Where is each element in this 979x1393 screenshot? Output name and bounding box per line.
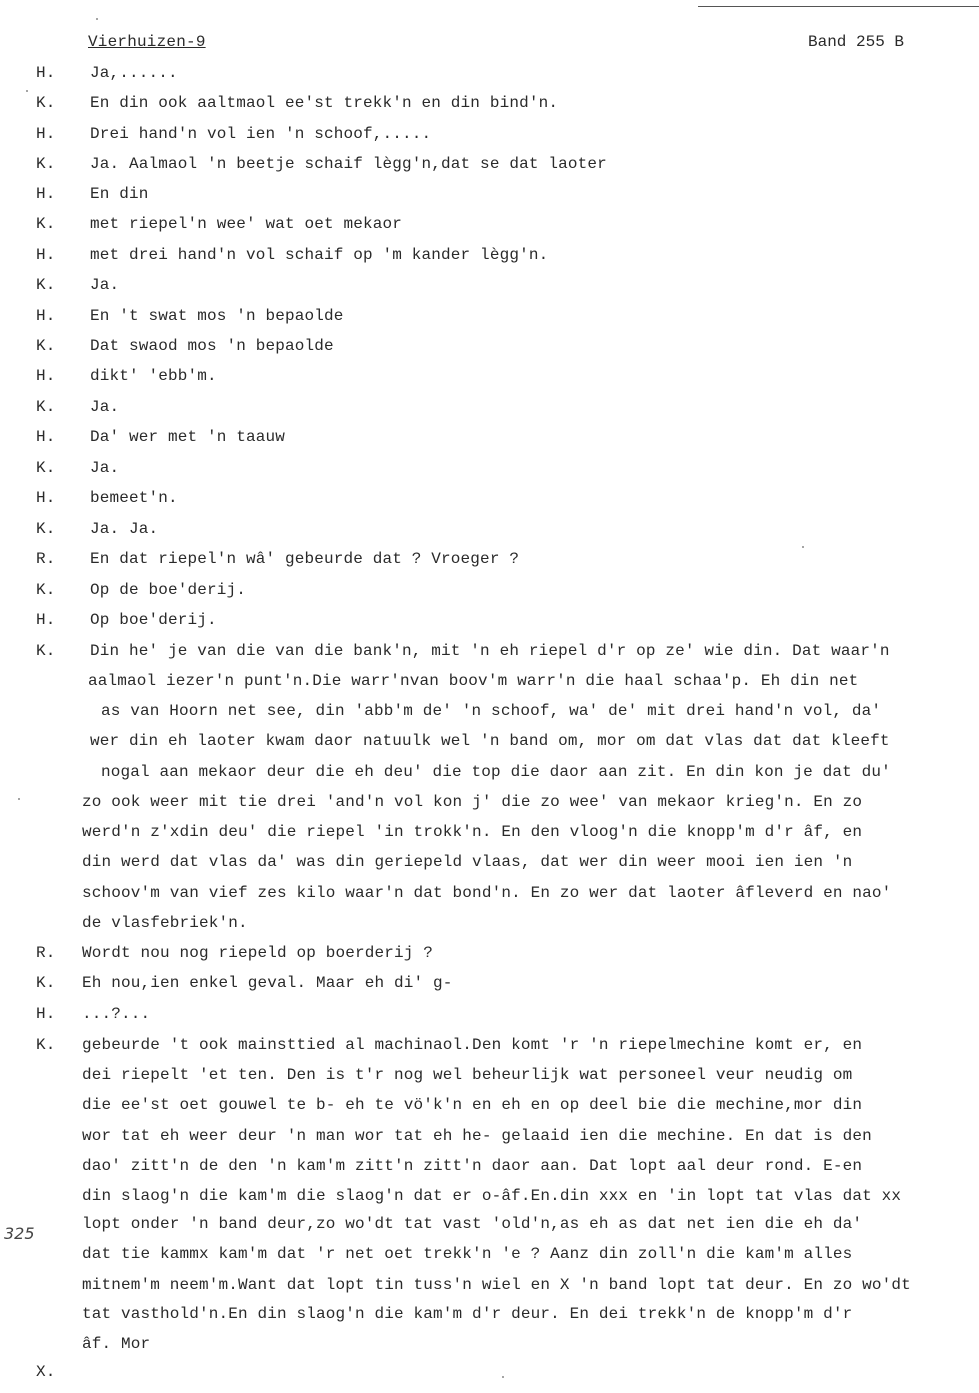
speaker-label: K. bbox=[36, 155, 56, 173]
utterance-line: nogal aan mekaor deur die eh deu' die top die daor aan zit. En din kon je dat du' bbox=[101, 763, 891, 781]
utterance-line: din werd dat vlas da' was din geriepeld vlaas, dat wer din weer mooi ien ien 'n bbox=[82, 853, 853, 871]
utterance-line: En din bbox=[90, 185, 149, 203]
utterance-line: de vlasfebriek'n. bbox=[82, 914, 248, 932]
speaker-label: K. bbox=[36, 974, 56, 992]
utterance-line: din slaog'n die kam'm die slaog'n dat er o-âf.En.din xxx en 'in lopt tat vlas dat xx bbox=[82, 1187, 902, 1205]
utterance-line: bemeet'n. bbox=[90, 489, 178, 507]
utterance-line: Drei hand'n vol ien 'n schoof,..... bbox=[90, 125, 432, 143]
speaker-label: K. bbox=[36, 398, 56, 416]
utterance-line: wer din eh laoter kwam daor natuulk wel 'n band om, mor om dat vlas dat dat kleeft bbox=[90, 732, 890, 750]
scan-speck bbox=[502, 1376, 504, 1378]
utterance-line: Da' wer met 'n taauw bbox=[90, 428, 286, 446]
utterance-line: ...?... bbox=[82, 1005, 151, 1023]
utterance-line: dat tie kammx kam'm dat 'r net oet trekk'n 'e ? Aanz din zoll'n die kam'm alles bbox=[82, 1245, 853, 1263]
speaker-label: H. bbox=[36, 246, 56, 264]
utterance-line: Ja. Ja. bbox=[90, 520, 159, 538]
utterance-line: Ja,...... bbox=[90, 64, 178, 82]
utterance-line: met riepel'n wee' wat oet mekaor bbox=[90, 215, 403, 233]
speaker-label: K. bbox=[36, 276, 56, 294]
utterance-line: dei riepelt 'et ten. Den is t'r nog wel beheurlijk wat personeel veur neudig om bbox=[82, 1066, 853, 1084]
margin-number: 325 bbox=[4, 1224, 35, 1243]
utterance-line: wor tat eh weer deur 'n man wor tat eh he- gelaaid ien die mechine. En dat is den bbox=[82, 1127, 872, 1145]
speaker-label: R. bbox=[36, 550, 56, 568]
speaker-label: H. bbox=[36, 489, 56, 507]
utterance-line: Ja. Aalmaol 'n beetje schaif lègg'n,dat se dat laoter bbox=[90, 155, 607, 173]
utterance-line: zo ook weer mit tie drei 'and'n vol kon j' die zo wee' van mekaor krieg'n. En zo bbox=[82, 793, 863, 811]
utterance-line: Op de boe'derij. bbox=[90, 581, 247, 599]
utterance-line: Din he' je van die van die bank'n, mit 'n eh riepel d'r op ze' wie din. Dat waar'n bbox=[90, 642, 890, 660]
speaker-label: K. bbox=[36, 459, 56, 477]
speaker-label: K. bbox=[36, 520, 56, 538]
utterance-line: met drei hand'n vol schaif op 'm kander lègg'n. bbox=[90, 246, 549, 264]
scan-speck bbox=[18, 798, 20, 800]
scan-speck bbox=[802, 546, 804, 548]
utterance-line: Wordt nou nog riepeld op boerderij ? bbox=[82, 944, 434, 962]
utterance-line: tat vasthold'n.En din slaog'n die kam'm d'r deur. En dei trekk'n de knopp'm d'r bbox=[82, 1305, 853, 1323]
utterance-line: Ja. bbox=[90, 459, 120, 477]
speaker-label: H. bbox=[36, 611, 56, 629]
speaker-label: K. bbox=[36, 94, 56, 112]
utterance-line: Ja. bbox=[90, 398, 120, 416]
utterance-line: die ee'st oet gouwel te b- eh te vö'k'n en eh en op deel bie die mechine,mor din bbox=[82, 1096, 863, 1114]
speaker-label: K. bbox=[36, 1036, 56, 1054]
speaker-label: H. bbox=[36, 307, 56, 325]
scan-speck bbox=[96, 18, 98, 20]
speaker-label: H. bbox=[36, 428, 56, 446]
speaker-label: K. bbox=[36, 642, 56, 660]
utterance-line: aalmaol iezer'n punt'n.Die warr'nvan boov'm warr'n die haal schaa'p. Eh din net bbox=[88, 672, 859, 690]
utterance-line: mitnem'm neem'm.Want dat lopt tin tuss'n wiel en X 'n band lopt tat deur. En zo wo'dt bbox=[82, 1276, 911, 1294]
utterance-line: werd'n z'xdin deu' die riepel 'in trokk'n. En den vloog'n die knopp'm d'r âf, en bbox=[82, 823, 863, 841]
utterance-line: âf. Mor bbox=[82, 1335, 151, 1353]
utterance-line: as van Hoorn net see, din 'abb'm de' 'n schoof, wa' de' mit drei hand'n vol, da' bbox=[101, 702, 882, 720]
utterance-line: schoov'm van vief zes kilo waar'n dat bond'n. En zo wer dat laoter âfleverd en nao' bbox=[82, 884, 892, 902]
speaker-label: X. bbox=[36, 1363, 56, 1381]
speaker-label: H. bbox=[36, 125, 56, 143]
utterance-line: Ja. bbox=[90, 276, 120, 294]
speaker-label: H. bbox=[36, 1005, 56, 1023]
utterance-line: gebeurde 't ook mainsttied al machinaol.Den komt 'r 'n riepelmechine komt er, en bbox=[82, 1036, 863, 1054]
utterance-line: dikt' 'ebb'm. bbox=[90, 367, 217, 385]
speaker-label: K. bbox=[36, 215, 56, 233]
band-label: Band 255 B bbox=[808, 33, 905, 51]
utterance-line: Op boe'derij. bbox=[90, 611, 217, 629]
speaker-label: H. bbox=[36, 185, 56, 203]
utterance-line: lopt onder 'n band deur,zo wo'dt tat vast 'old'n,as eh as dat net ien die eh da' bbox=[82, 1215, 863, 1233]
utterance-line: Dat swaod mos 'n bepaolde bbox=[90, 337, 334, 355]
speaker-label: H. bbox=[36, 64, 56, 82]
utterance-line: dao' zitt'n de den 'n kam'm zitt'n zitt'n daor aan. Dat lopt aal deur rond. E-en bbox=[82, 1157, 863, 1175]
document-title: Vierhuizen-9 bbox=[88, 33, 206, 51]
scan-speck bbox=[26, 90, 28, 92]
utterance-line: En din ook aaltmaol ee'st trekk'n en din bind'n. bbox=[90, 94, 559, 112]
top-rule bbox=[698, 6, 979, 7]
utterance-line: En dat riepel'n wâ' gebeurde dat ? Vroeger ? bbox=[90, 550, 520, 568]
speaker-label: H. bbox=[36, 367, 56, 385]
speaker-label: K. bbox=[36, 337, 56, 355]
utterance-line: En 't swat mos 'n bepaolde bbox=[90, 307, 344, 325]
speaker-label: K. bbox=[36, 581, 56, 599]
utterance-line: Eh nou,ien enkel geval. Maar eh di' g- bbox=[82, 974, 453, 992]
speaker-label: R. bbox=[36, 944, 56, 962]
